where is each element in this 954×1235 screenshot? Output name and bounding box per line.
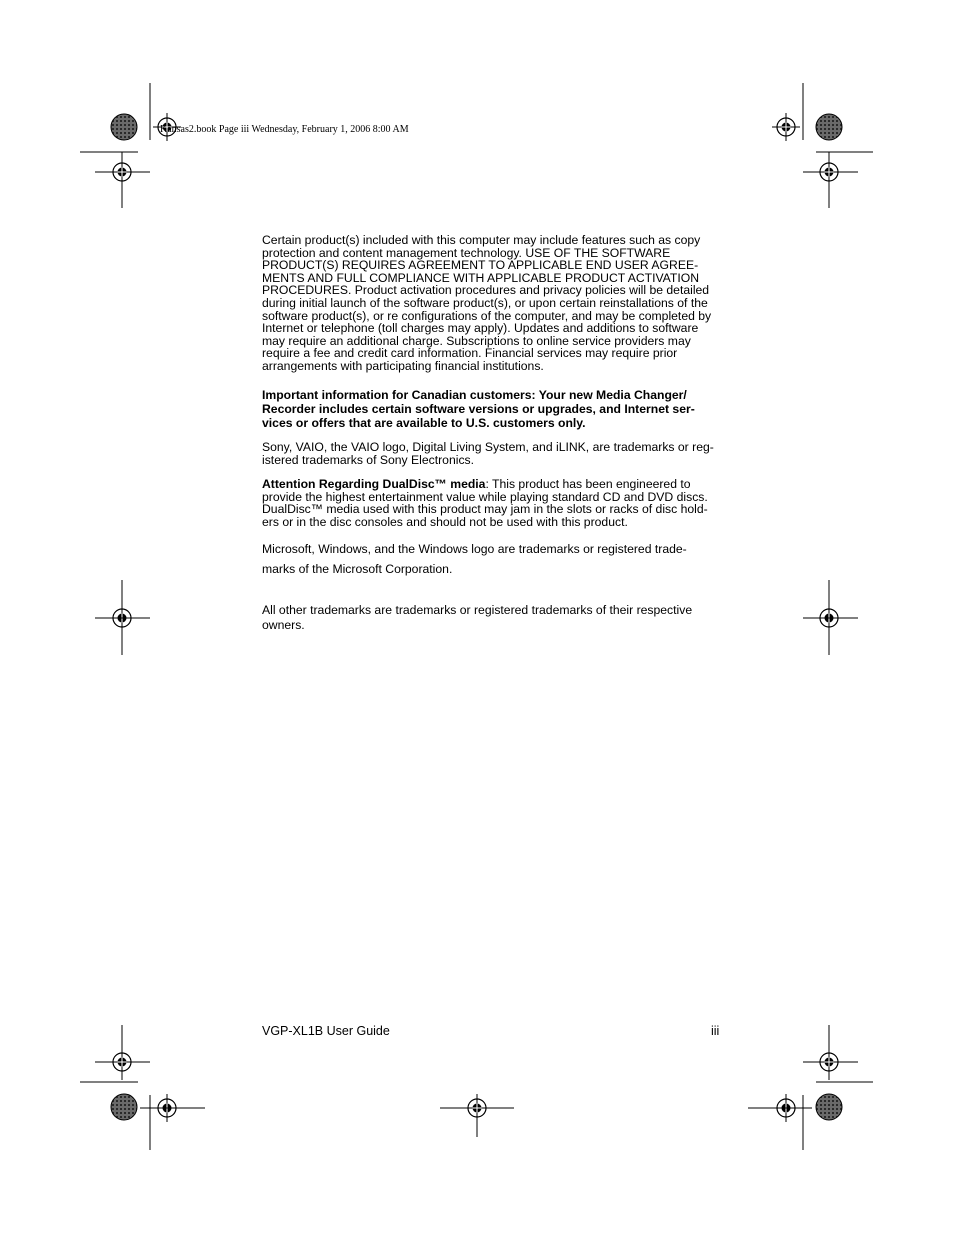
paragraph-canadian-info bbox=[262, 388, 720, 430]
dualdisc-heading: Attention Regarding DualDisc™ media bbox=[262, 477, 486, 491]
paragraph-sony-trademarks bbox=[262, 441, 720, 466]
registration-mark-bottom-center bbox=[440, 1094, 514, 1137]
microsoft-line-2: marks of the Microsoft Corporation. bbox=[262, 561, 453, 576]
microsoft-line-1: Microsoft, Windows, and the Windows logo are trademarks or registered trade- bbox=[262, 542, 687, 556]
canadian-info-text: Important information for Canadian customers: Your new Media Changer/ Recorder includes certain software versions or upgrades, and Internet ser-vices or offers that are available to U.S. customers only. bbox=[262, 388, 695, 430]
page-number: iii bbox=[711, 1024, 720, 1038]
registration-mark-bottom-left bbox=[80, 1025, 205, 1150]
registration-mark-top-left bbox=[80, 83, 181, 208]
footer-title: VGP-XL1B User Guide bbox=[262, 1024, 390, 1038]
other-trademarks-text: All other trademarks are trademarks or registered trademarks of their respective owners. bbox=[262, 603, 693, 632]
slug-line: Kansas2.book Page iii Wednesday, February 1, 2006 8:00 AM bbox=[160, 124, 409, 135]
dualdisc-text bbox=[262, 478, 720, 528]
paragraph-other-trademarks bbox=[262, 603, 720, 633]
registration-mark-middle-right bbox=[803, 580, 858, 655]
registration-mark-top-right bbox=[772, 83, 873, 208]
sony-trademarks-text: Sony, VAIO, the VAIO logo, Digital Living System, and iLINK, are trademarks or reg-istered trademarks of Sony Electronics. bbox=[262, 440, 714, 467]
paragraph-software-notice bbox=[262, 234, 720, 373]
software-notice-text: Certain product(s) included with this computer may include features such as copy protection and content management technology. USE OF THE SOFTWARE PRODUCT(S) REQUIRES AGREEMENT TO APPLICABLE END USER AGREE-MENTS AND FULL COMPLIANCE WITH APPLICABLE PRODUCT ACTIVATION PROCEDURES. Product activation procedures and privacy policies will be detailed during initial launch of the software product(s), or upon certain reinstallations of the software product(s), or re configurations of the computer, and may be completed by Internet or telephone (toll charges may apply). Updates and additions to software may require an additional charge. Subscriptions to online service providers may require a fee and credit card information. Financial services may require prior arrangements with participating financial institutions. bbox=[262, 233, 712, 373]
registration-mark-bottom-right bbox=[748, 1025, 873, 1150]
paragraph-dualdisc bbox=[262, 478, 720, 528]
registration-mark-middle-left bbox=[95, 580, 150, 655]
paragraph-microsoft-trademarks bbox=[262, 543, 720, 575]
dualdisc-body: : This product has been engineered to provide the highest entertainment value while playing standard CD and DVD discs. DualDisc™ media used with this product may jam in the slots or racks of disc hold-ers or in the disc consoles and should not be used with this product. bbox=[262, 477, 708, 529]
